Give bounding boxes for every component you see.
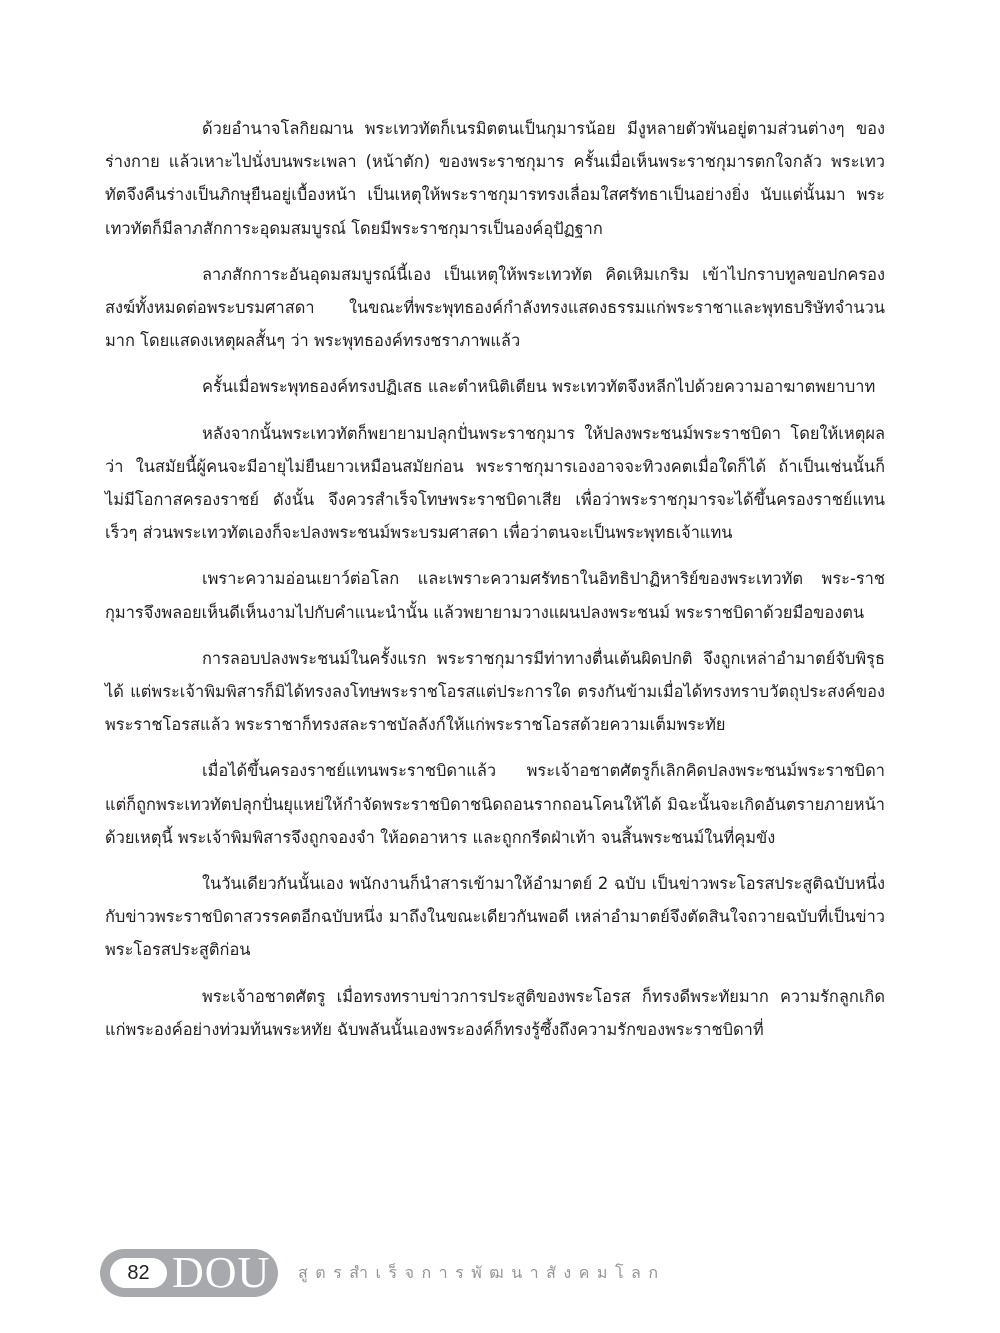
- paragraph: ด้วยอำนาจโลกิยฌาน พระเทวทัตก็เนรมิตตนเป็นกุมารน้อย มีงูหลายตัวพันอยู่ตามส่วนต่างๆ ของร่างกาย แล้วเหาะไปนั่งบนพระเพลา (หน้าตัก) ของพระราชกุมาร ครั้นเมื่อเห็นพระราชกุมารตกใจกลัว พระเทวทัตจึงคืนร่างเป็นภิกษุยืนอยู่เบื้องหน้า เป็นเหตุให้พระราชกุมารทรงเลื่อมใสศรัทธาเป็นอย่างยิ่ง นับแต่นั้นมา พระเทวทัตก็มีลาภสักการะอุดมสมบูรณ์ โดยมีพระราชกุมารเป็นองค์อุปัฏฐาก: [105, 119, 885, 238]
- page-footer: [100, 1249, 900, 1299]
- page-number: 82: [110, 1258, 167, 1288]
- paragraph: เมื่อได้ขึ้นครองราชย์แทนพระราชบิดาแล้ว พระเจ้าอชาตศัตรูก็เลิกคิดปลงพระชนม์พระราชบิดา แต่ก็ถูกพระเทวทัตปลุกปั่นยุแหย่ให้กำจัดพระราชบิดาชนิดถอนรากถอนโคนให้ได้ มิฉะนั้นจะเกิดอันตรายภายหน้า ด้วยเหตุนี้ พระเจ้าพิมพิสารจึงถูกจองจำ ให้อดอาหาร และถูกกรีดฝ่าเท้า จนสิ้นพระชนม์ในที่คุมขัง: [105, 761, 885, 847]
- paragraph: เพราะความอ่อนเยาว์ต่อโลก และเพราะความศรัทธาในอิทธิปาฏิหาริย์ของพระเทวทัต พระ-ราชกุมารจึงพลอยเห็นดีเห็นงามไปกับคำแนะนำนั้น แล้วพยายามวางแผนปลงพระชนม์ พระราชบิดาด้วยมือของตน: [105, 569, 885, 622]
- paragraph: พระเจ้าอชาตศัตรู เมื่อทรงทราบข่าวการประสูติของพระโอรส ก็ทรงดีพระทัยมาก ความรักลูกเกิดแก่พระองค์อย่างท่วมท้นพระหทัย ฉับพลันนั้นเองพระองค์ก็ทรงรู้ซึ้งถึงความรักของพระราชบิดาที่: [105, 986, 885, 1039]
- paragraph: การลอบปลงพระชนม์ในครั้งแรก พระราชกุมารมีท่าทางตื่นเต้นผิดปกติ จึงถูกเหล่าอำมาตย์จับพิรุธได้ แต่พระเจ้าพิมพิสารก็มิได้ทรงลงโทษพระราชโอรสแต่ประการใด ตรงกันข้ามเมื่อได้ทรงทราบวัตถุประสงค์ของพระราชโอรสแล้ว พระราชาก็ทรงสละราชบัลลังก์ให้แก่พระราชโอรสด้วยความเต็มพระทัย: [105, 648, 885, 735]
- body-text: [105, 112, 885, 1059]
- footer-badge: [100, 1249, 278, 1297]
- paragraph: หลังจากนั้นพระเทวทัตก็พยายามปลุกปั่นพระราชกุมาร ให้ปลงพระชนม์พระราชบิดา โดยให้เหตุผลว่า ในสมัยนี้ผู้คนจะมีอายุไม่ยืนยาวเหมือนสมัยก่อน พระราชกุมารเองอาจจะทิวงคตเมื่อใดก็ได้ ถ้าเป็นเช่นนั้นก็ไม่มีโอกาสครองราชย์ ดังนั้น จึงควรสำเร็จโทษพระราชบิดาเสีย เพื่อว่าพระราชกุมารจะได้ขึ้นครองราชย์แทนเร็วๆ ส่วนพระเทวทัตเองก็จะปลงพระชนม์พระบรมศาสดา เพื่อว่าตนจะเป็นพระพุทธเจ้าแทน: [105, 423, 885, 543]
- paragraph: ครั้นเมื่อพระพุทธองค์ทรงปฏิเสธ และตำหนิติเตียน พระเทวทัตจึงหลีกไปด้วยความอาฆาตพยาบาท: [202, 377, 876, 397]
- paragraph: ลาภสักการะอันอุดมสมบูรณ์นี้เอง เป็นเหตุให้พระเทวทัต คิดเหิมเกริม เข้าไปกราบทูลขอปกครองสงฆ์ทั้งหมดต่อพระบรมศาสดา ในขณะที่พระพุทธองค์กำลังทรงแสดงธรรมแก่พระราชาและพุทธบริษัทจำนวนมาก โดยแสดงเหตุผลสั้นๆ ว่า พระพุทธองค์ทรงชราภาพแล้ว: [105, 264, 885, 351]
- paragraph: ในวันเดียวกันนั้นเอง พนักงานก็นำสารเข้ามาให้อำมาตย์ 2 ฉบับ เป็นข่าวพระโอรสประสูติฉบับหนึ่ง กับข่าวพระราชบิดาสวรรคตอีกฉบับหนึ่ง มาถึงในขณะเดียวกันพอดี เหล่าอำมาตย์จึงตัดสินใจถวายฉบับที่เป็นข่าวพระโอรสประสูติก่อน: [105, 874, 885, 960]
- series-title: สูตรสำเร็จการพัฒนาสังคมโลก: [298, 1263, 666, 1282]
- brand-logo: DOU: [172, 1248, 271, 1297]
